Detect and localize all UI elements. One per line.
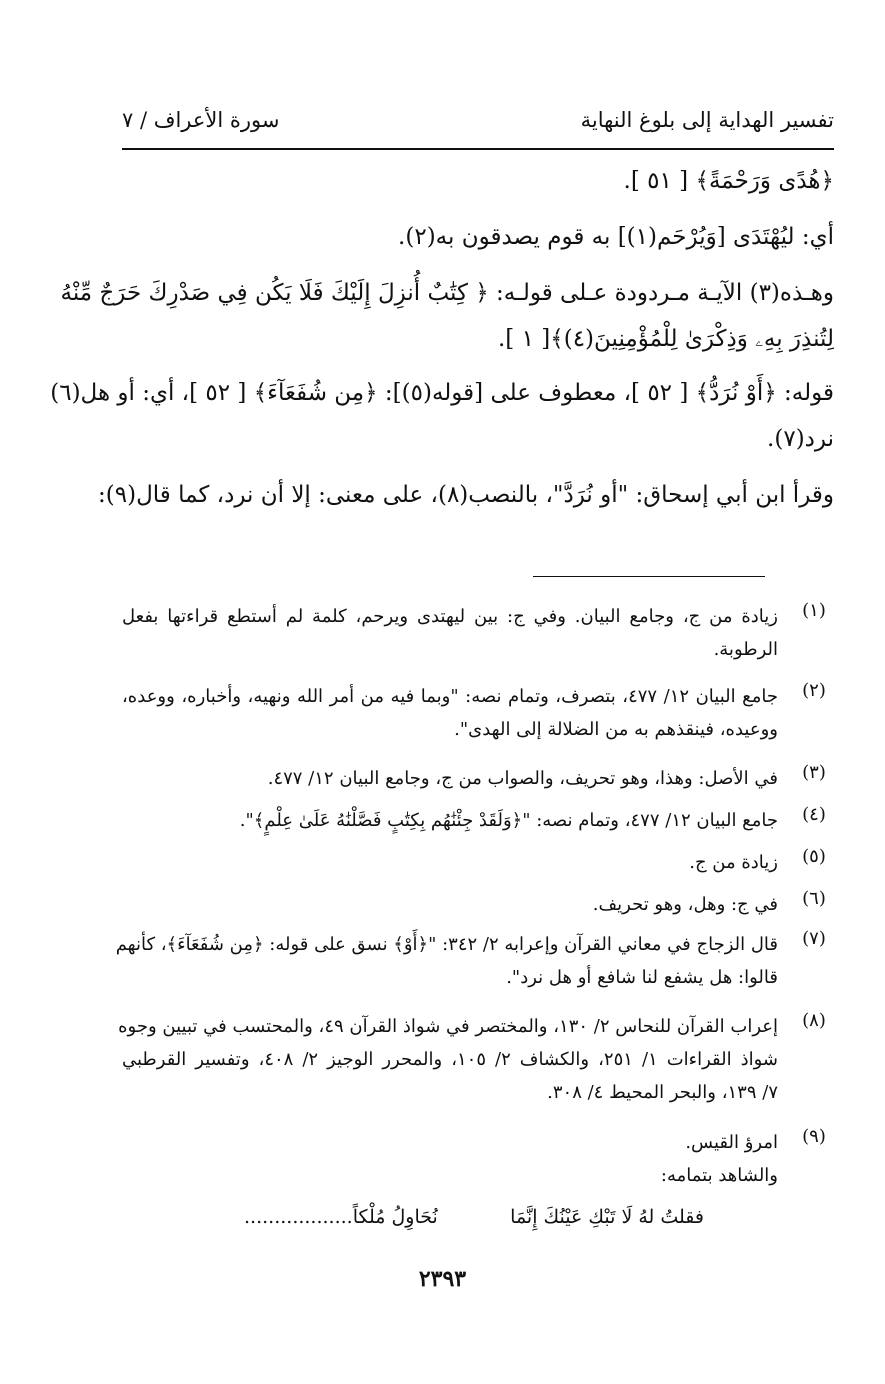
- footnote-number: (٤): [802, 804, 826, 825]
- footnote-line: ٧/ ١٣٩، والبحر المحيط ٤/ ٣٠٨.: [547, 1082, 778, 1103]
- text-line-2: أي: ليُهْتَدَى [وَيُرْحَم(١)] به قوم يصدقون به(٢).: [398, 224, 834, 250]
- footnote-number: (١): [802, 600, 826, 621]
- footnote-line: في ج: وهل، وهو تحريف.: [592, 894, 778, 915]
- footnote-line: ووعيده، فينقذهم به من الضلالة إلى الهدى".: [454, 719, 778, 740]
- poetry-verse: [244, 1206, 704, 1240]
- footnote-line: والشاهد بتمامه:: [660, 1165, 778, 1186]
- footnote-line: إعراب القرآن للنحاس ٢/ ١٣٠، والمختصر في شواذ القرآن ٤٩، والمحتسب في تبيين وجوه: [118, 1016, 778, 1037]
- footnote-line: في الأصل: وهذا، وهو تحريف، والصواب من ج، وجامع البيان ١٢/ ٤٧٧.: [267, 768, 778, 789]
- footnote-text: [122, 888, 778, 921]
- footnote-number: (٨): [802, 1010, 826, 1031]
- footnote-line: شواذ القراءات ١/ ٢٥١، والكشاف ٢/ ١٠٥، والمحرر الوجيز ٢/ ٤٠٨، وتفسير القرطبي: [122, 1049, 779, 1070]
- page-number: ٢٣٩٣: [418, 1266, 467, 1292]
- footnote-text: [118, 1010, 779, 1109]
- text-line-5: قوله: ﴿أَوْ نُرَدُّ﴾ [ ٥٢ ]، معطوف على [قوله(٥)]: ﴿مِن شُفَعَآءَ﴾ [ ٥٢ ]، أي: أو هل(٦): [50, 380, 834, 406]
- footnote-text: [122, 804, 778, 837]
- text-line-3: وهـذه(٣) الآيـة مـردودة عـلى قولـه: ﴿ كِتَٰبٌ أُنزِلَ إِلَيْكَ فَلَا يَكُن فِي صَدْرِكَ حَرَجٌ مِّنْهُ: [60, 280, 834, 306]
- footnote-number: (٧): [802, 928, 826, 949]
- footnote-line: جامع البيان ١٢/ ٤٧٧، وتمام نصه: "﴿وَلَقَدْ جِئْنَٰهُم بِكِتَٰبٍ فَصَّلْنَٰهُ عَلَىٰ عِلْمٍ﴾".: [239, 810, 778, 831]
- footnote-text: [115, 928, 778, 994]
- footnote-line: قالوا: هل يشفع لنا شافع أو هل نرد".: [506, 967, 778, 988]
- footnote-line: قال الزجاج في معاني القرآن وإعرابه ٢/ ٣٤٢: "﴿أَوْ﴾ نسق على قوله: ﴿مِن شُفَعَآءَ﴾، كأنهم: [115, 934, 778, 955]
- footnote-text: [122, 1126, 778, 1192]
- footnote-divider: [533, 576, 765, 577]
- text-line-7: وقرأ ابن أبي إسحاق: "أو نُرَدَّ"، بالنصب(٨)، على معنى: إلا أن نرد، كما قال(٩):: [98, 482, 834, 508]
- footnote-line: زيادة من ج.: [689, 852, 778, 873]
- text-line-6: نرد(٧).: [767, 426, 834, 452]
- footnote-number: (٦): [802, 888, 826, 909]
- book-title: تفسير الهداية إلى بلوغ النهاية: [580, 108, 834, 132]
- running-header: [122, 108, 834, 144]
- footnote-text: [122, 846, 778, 879]
- surah-label: سورة الأعراف / ٧: [122, 108, 280, 132]
- footnote-line: امرؤ القيس.: [685, 1132, 778, 1153]
- footnote-line: زيادة من ج، وجامع البيان. وفي ج: بين ليهتدى ويرحم، كلمة لم أستطع قراءتها بفعل: [122, 606, 778, 627]
- footnote-text: [122, 680, 778, 746]
- footnote-number: (٩): [802, 1126, 826, 1147]
- footnote-text: [122, 762, 778, 795]
- footnote-text: [122, 600, 778, 666]
- text-line-4: لِتُنذِرَ بِهِۦ وَذِكْرَىٰ لِلْمُؤْمِنِينَ(٤)﴾[ ١ ].: [497, 326, 834, 352]
- footnote-line: جامع البيان ١٢/ ٤٧٧، بتصرف، وتمام نصه: "وبما فيه من أمر الله ونهيه، وأخباره، ووعده،: [122, 686, 778, 707]
- text-line-1: ﴿هُدًى وَرَحْمَةً﴾ [ ٥١ ].: [623, 168, 834, 194]
- header-divider: [122, 148, 834, 150]
- footnote-number: (٢): [802, 680, 826, 701]
- verse-first-hemistich: فقلتُ لهُ لَا تَبْكِ عَيْنُكَ إِنَّمَا: [510, 1206, 704, 1228]
- footnote-number: (٥): [802, 846, 826, 867]
- footnote-number: (٣): [802, 762, 826, 783]
- verse-second-hemistich: نُحَاوِلُ مُلْكاً..................: [244, 1206, 438, 1228]
- footnote-line: الرطوبة.: [713, 639, 778, 660]
